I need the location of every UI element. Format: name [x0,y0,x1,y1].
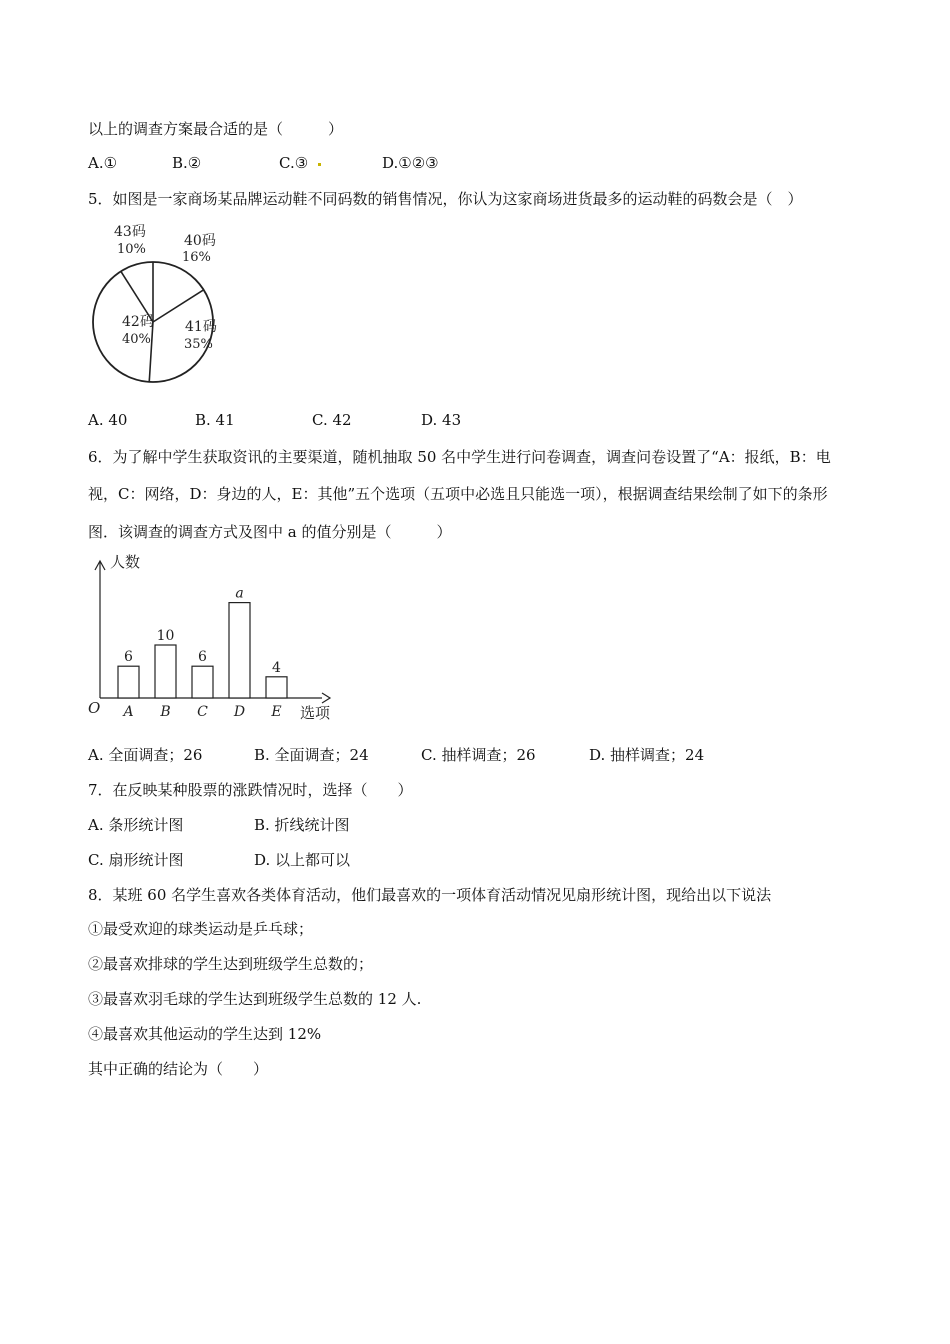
q8-statement-2: ②最喜欢排球的学生达到班级学生总数的； [88,955,374,973]
bar-value-label-D: a [235,585,244,602]
pie-label-41: 41码 [185,319,217,335]
pie-percent-42: 40% [122,332,151,347]
x-tick-label-B: B [160,704,171,720]
q5-option-d: D. 43 [421,411,462,429]
q7-stem: 7．在反映某种股票的涨跌情况时，选择（ ） [88,781,413,799]
q8-statement-3: ③最喜欢羽毛球的学生达到班级学生总数的 12 人. [88,990,422,1008]
pie-percent-43: 10% [117,242,146,257]
x-tick-label-C: C [197,704,208,720]
x-axis-arrow [322,693,330,703]
bar-C [192,666,213,698]
q6-stem-line-1: 6．为了解中学生获取资讯的主要渠道，随机抽取 50 名中学生进行问卷调查，调查问卷设置了“A：报纸，B：电 [88,448,831,466]
bar-value-label-A: 6 [124,649,133,666]
q4-option-b: B.② [172,154,202,172]
q7-option-a: A. 条形统计图 [88,816,184,834]
q7-option-d: D. 以上都可以 [254,851,351,869]
q7-option-b: B. 折线统计图 [254,816,350,834]
stray-mark [318,163,321,166]
bar-A [118,666,139,698]
q6-option-b: B. 全面调查；24 [254,746,369,764]
q8-stem: 8．某班 60 名学生喜欢各类体育活动，他们最喜欢的一项体育活动情况见扇形统计图，现给出以下说法 [88,886,772,904]
bar-D [229,603,250,698]
q4-tail: 以上的调查方案最合适的是（ ） [88,120,344,138]
pie-chart [88,218,223,390]
q6-option-c: C. 抽样调查；26 [421,746,536,764]
q6-stem-line-2: 视，C：网络，D：身边的人，E：其他”五个选项（五项中必选且只能选一项），根据调查结果绘制了如下的条形 [88,485,828,503]
x-tick-label-A: A [123,704,134,720]
bar-value-label-B: 10 [156,628,175,644]
pie-slice-boundary-42 [149,322,153,382]
x-axis-label: 选项 [300,704,331,722]
q6-option-a: A. 全面调查；26 [88,746,203,764]
q5-option-b: B. 41 [195,411,235,429]
bar-chart [80,548,350,728]
origin-label: O [88,699,101,717]
q8-question: 其中正确的结论为（ ） [88,1060,269,1078]
pie-slice-boundary-41 [153,290,204,322]
q6-stem-line-3: 图．该调查的调查方式及图中 a 的值分别是（ ） [88,523,452,541]
pie-percent-40: 16% [182,250,211,265]
bar-value-label-E: 4 [272,659,281,676]
q7-option-c: C. 扇形统计图 [88,851,184,869]
bar-B [155,645,176,698]
q4-option-d: D.①②③ [382,154,439,172]
q8-statement-4: ④最喜欢其他运动的学生达到 12% [88,1025,322,1043]
q5-option-c: C. 42 [312,411,352,429]
q6-option-d: D. 抽样调查；24 [589,746,705,764]
q5-stem: 5．如图是一家商场某品牌运动鞋不同码数的销售情况，你认为这家商场进货最多的运动鞋的码数会是（ ） [88,190,803,208]
y-axis-label: 人数 [110,553,141,571]
q4-option-c: C.③ [279,154,321,172]
q8-statement-1: ①最受欢迎的球类运动是乒乓球； [88,920,314,938]
q4-option-a: A.① [88,154,118,172]
bar-value-label-C: 6 [198,649,207,666]
bar-E [266,677,287,698]
pie-label-42: 42码 [122,314,154,330]
pie-percent-41: 35% [184,337,213,352]
x-tick-label-E: E [271,704,282,720]
q5-option-a: A. 40 [88,411,128,429]
pie-label-40: 40码 [184,233,216,249]
x-tick-label-D: D [233,704,246,720]
pie-label-43: 43码 [114,224,146,240]
